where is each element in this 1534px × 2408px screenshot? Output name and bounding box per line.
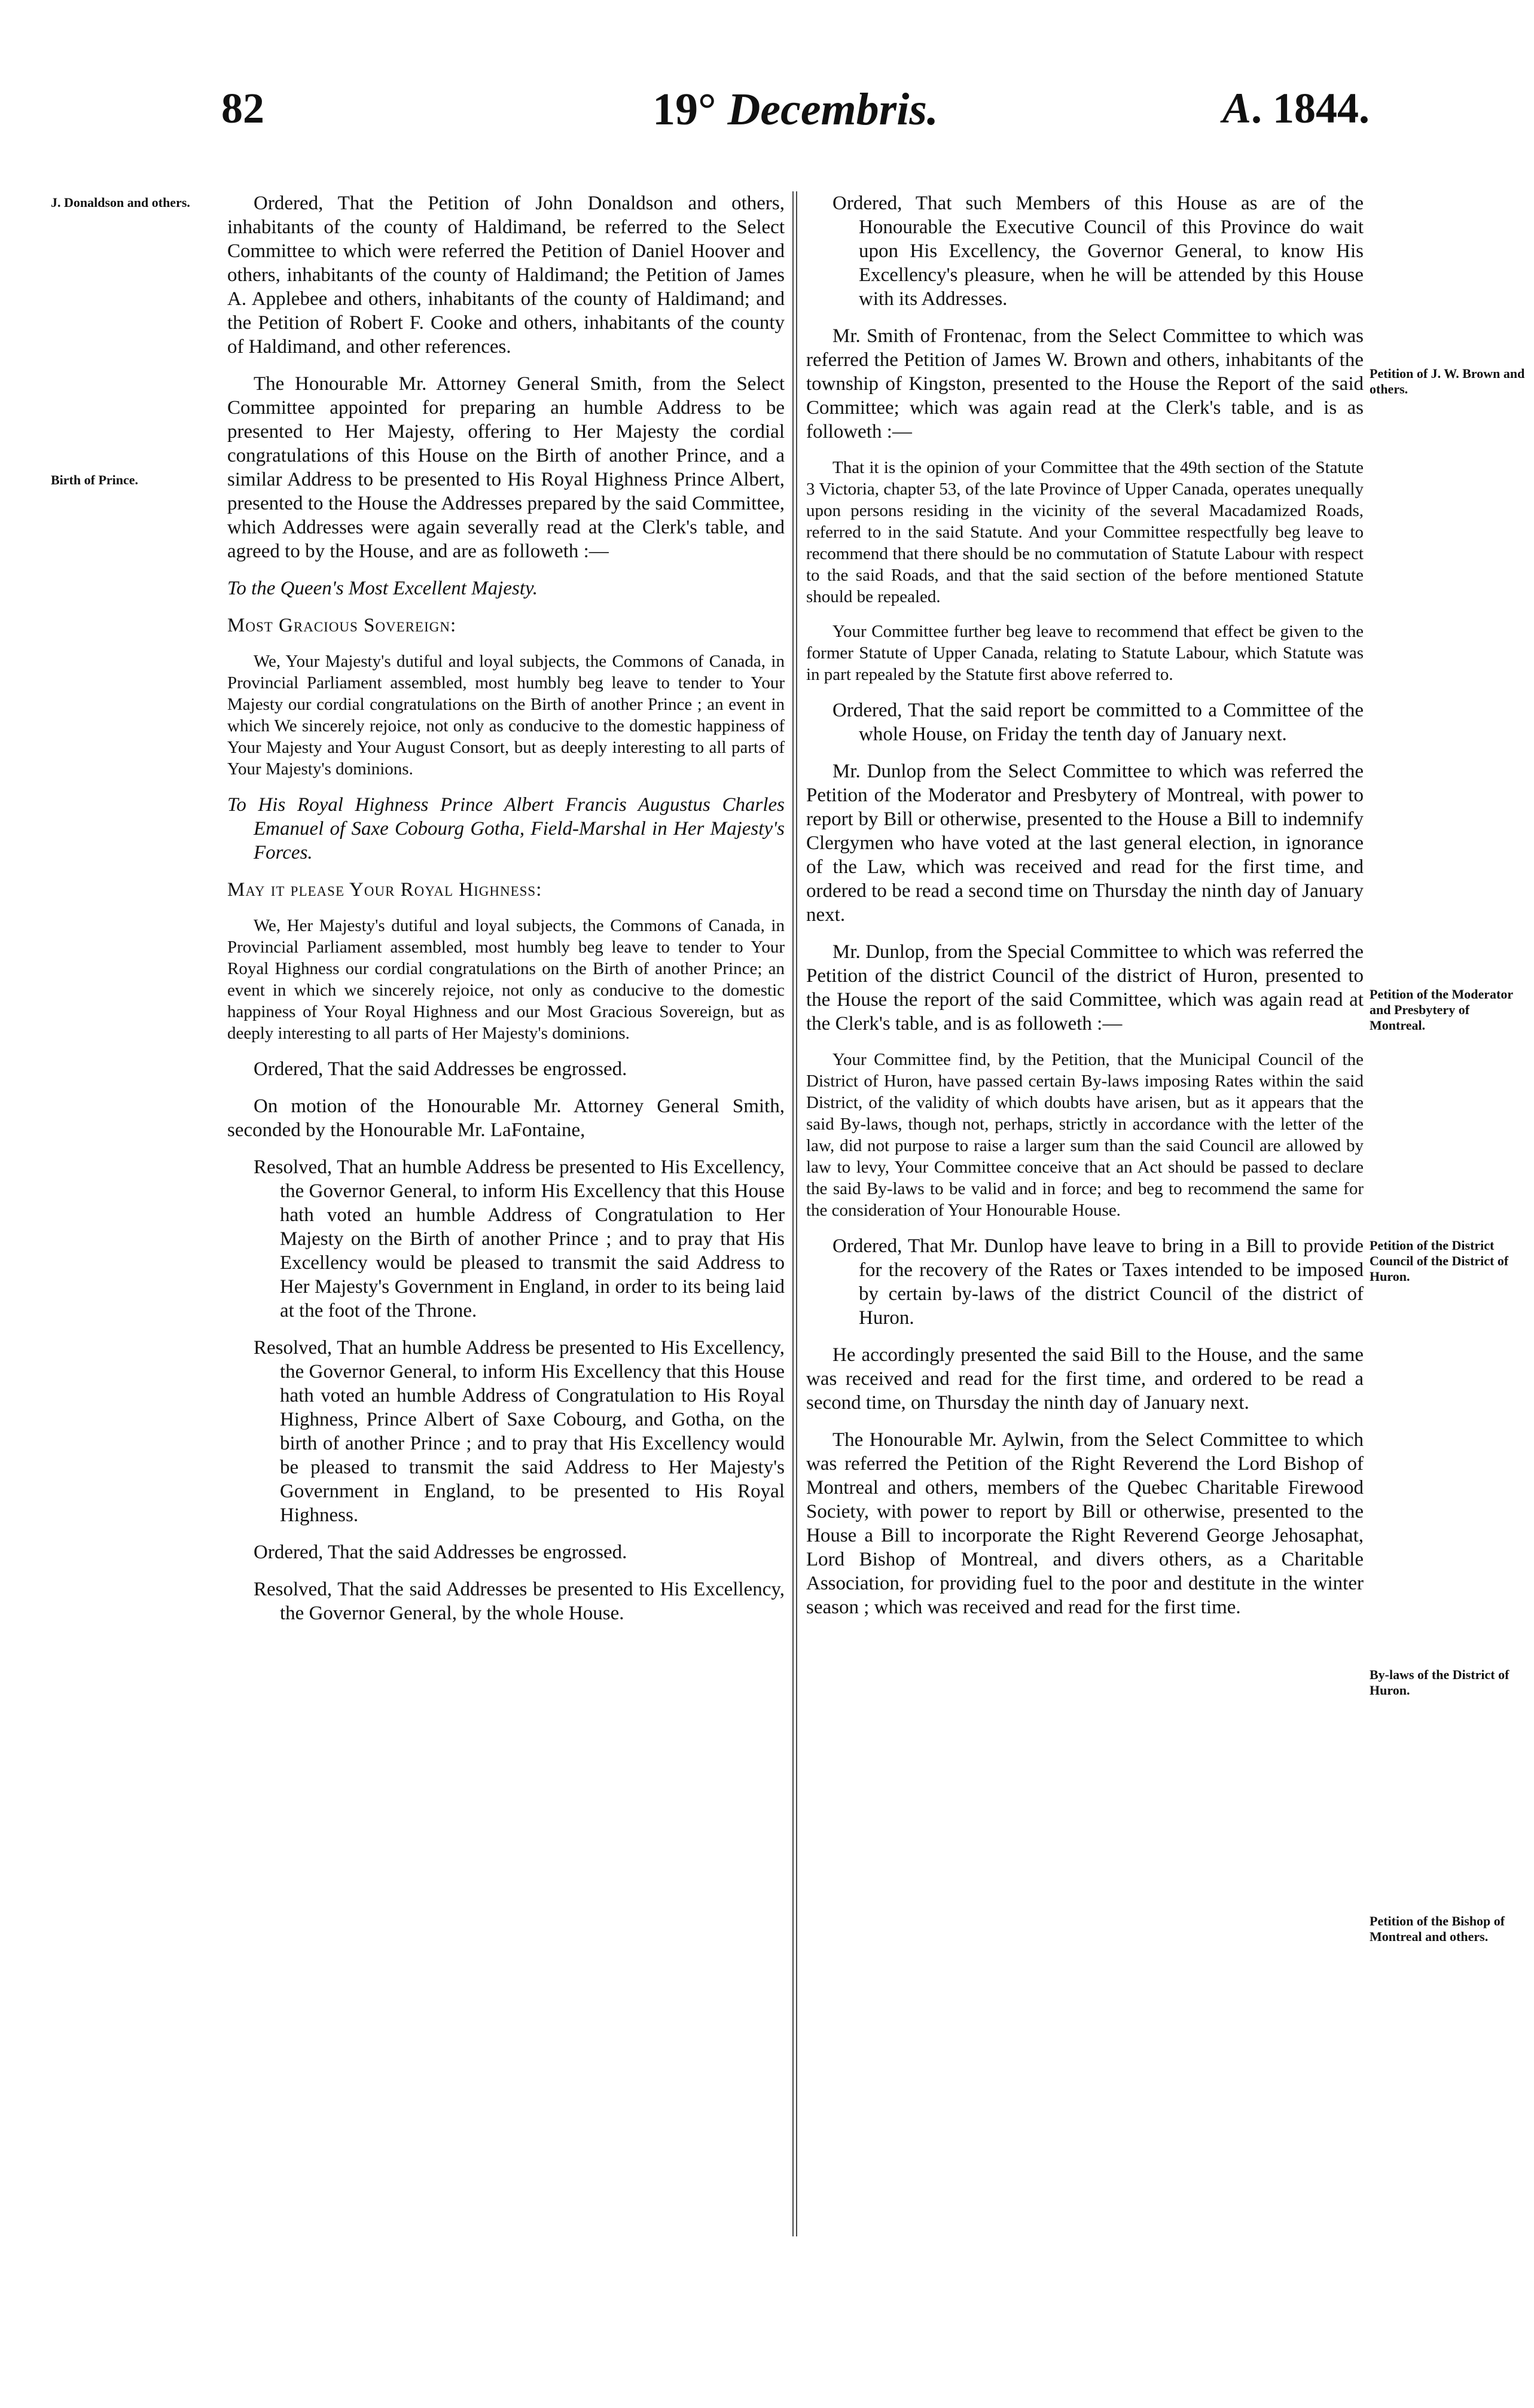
year-prefix: A bbox=[1222, 84, 1251, 132]
paragraph: Ordered, That the said report be committed to a Committee of the whole House, on Friday the tenth day of January next. bbox=[832, 700, 1364, 745]
paragraph: Mr. Dunlop from the Select Committee to which was referred the Petition of the Moderator and Presbytery of Montreal, with power to report by Bill or otherwise, presented to the House a Bill to indemnify Clergymen who have voted at the last general election, in ignorance of the Law, which was received and read for the first time, and ordered to be read a second time on Thursday the ninth day of January next. bbox=[806, 761, 1364, 926]
paragraph: The Honourable Mr. Attorney General Smith, from the Select Committee appointed for preparing an humble Address to be presented to Her Majesty, offering to Her Majesty the cordial congratulations of this House on the Birth of another Prince, and a similar Address to be presented to His Royal Highness Prince Albert, presented to the House the Addresses prepared by the said Committee, which Addresses were again severally read at the Clerk's table, and agreed to by the House, and are as followeth :— bbox=[227, 373, 785, 562]
report-text: That it is the opinion of your Committee that the 49th section of the Statute 3 Victoria, chapter 53, of the late Province of Upper Canada, operates unequally upon persons residing in the vicinity of the several Macadamized Roads, referred to in the said Statute. And your Committee respectfully beg leave to recommend that there should be no commutation of Statute Labour with respect to the said Roads, and that the said section of the before mentioned Statute should be repealed. bbox=[806, 458, 1364, 606]
paragraph: Resolved, That the said Addresses be presented to His Excellency, the Governor General, by the whole House. bbox=[254, 1579, 785, 1624]
paragraph: Resolved, That an humble Address be presented to His Excellency, the Governor General, to inform His Excellency that this House hath voted an humble Address of Congratulation to His Royal Highness, Prince Albert of Saxe Cobourg, and Gotha, on the birth of another Prince ; and to pray that His Excellency would be pleased to transmit the said Address to Her Majesty's Government in England, to be presented to His Royal Highness. bbox=[254, 1337, 785, 1526]
paragraph: Ordered, That the Petition of John Donaldson and others, inhabitants of the county of Haldimand, be referred to the Select Committee to which were referred the Petition of Daniel Hoover and others, inhabitants of the county of Haldimand; the Petition of James A. Applebee and others, inhabitants of the county of Haldimand; and the Petition of Robert F. Cooke and others, inhabitants of the county of Haldimand, and other references. bbox=[227, 193, 785, 358]
left-column bbox=[227, 191, 785, 1638]
margin-note-birth: Birth of Prince. bbox=[51, 472, 139, 487]
column-divider bbox=[792, 191, 794, 2236]
margin-note-moderator: Petition of the Moderator and Presbytery of Montreal. bbox=[1370, 987, 1513, 1033]
report-text: Your Committee find, by the Petition, that the Municipal Council of the District of Huron, have passed certain By-laws imposing Rates within the said District, of the validity of which doubts have arisen, but as it appears that the said By-laws, though not, perhaps, strictly in accordance with the letter of the law, did not purpose to raise a larger sum than the said Council are allowed by law to levy, Your Committee conceive that an Act should be passed to declare the said By-laws to be valid and in force; and beg to recommend the same for the consideration of Your Honourable House. bbox=[806, 1050, 1364, 1220]
address-heading: To His Royal Highness Prince Albert Francis Augustus Charles Emanuel of Saxe Cobourg Gotha, Field-Marshal in Her Majesty's Forces. bbox=[227, 794, 785, 863]
page-date bbox=[221, 84, 1370, 136]
right-column bbox=[806, 191, 1364, 1632]
paragraph: Ordered, That such Members of this House as are of the Honourable the Executive Council of this Province do wait upon His Excellency, the Governor General, to know His Excellency's pleasure, when he will be attended by this House with its Addresses. bbox=[832, 193, 1364, 310]
paragraph: He accordingly presented the said Bill to the House, and the same was received and read for the first time, and ordered to be read a second time, on Thursday the ninth day of January next. bbox=[806, 1344, 1364, 1414]
column-divider bbox=[796, 191, 797, 2236]
report-text: Your Committee further beg leave to recommend that effect be given to the former Statute of Upper Canada, relating to Statute Labour, which Statute was in part repealed by the Statute first above referred to. bbox=[806, 622, 1364, 684]
paragraph: Resolved, That an humble Address be presented to His Excellency, the Governor General, to inform His Excellency that this House hath voted an humble Address of Congratulation to Her Majesty on the Birth of another Prince ; and to pray that His Excellency would be pleased to transmit the said Address to Her Majesty's Government in England, in order to its being laid at the foot of the Throne. bbox=[254, 1156, 785, 1321]
margin-note-brown: Petition of J. W. Brown and others. bbox=[1370, 366, 1525, 396]
address-heading: To the Queen's Most Excellent Majesty. bbox=[227, 578, 538, 599]
date-month: Decembris. bbox=[727, 84, 938, 135]
paragraph: Ordered, That the said Addresses be engrossed. bbox=[254, 1542, 627, 1563]
page-number: 82 bbox=[221, 84, 264, 132]
paragraph: Mr. Dunlop, from the Special Committee to which was referred the Petition of the district Council of the district of Huron, presented to the House the report of the said Committee, which was again read at the Clerk's table, and is as followeth :— bbox=[806, 941, 1364, 1034]
margin-note-donaldson: J. Donaldson and others. bbox=[51, 195, 190, 210]
paragraph: Ordered, That Mr. Dunlop have leave to bring in a Bill to provide for the recovery of the Rates or Taxes intended to be imposed by certain by-laws of the district Council of the district of Huron. bbox=[832, 1235, 1364, 1329]
page-header bbox=[221, 84, 1370, 149]
date-day: 19° bbox=[652, 84, 716, 135]
address-text: We, Her Majesty's dutiful and loyal subjects, the Commons of Canada, in Provincial Parliament assembled, most humbly beg leave to tender to Your Royal Highness our cordial congratulations on the Birth of another Prince; an event in which we sincerely rejoice, not only as conducive to the domestic happiness of Your Royal Highness and our Most Gracious Sovereign, but as deeply interesting to all parts of Her Majesty's dominions. bbox=[227, 916, 785, 1043]
page-year bbox=[1222, 84, 1370, 133]
year-value: . 1844. bbox=[1251, 84, 1370, 132]
paragraph: Ordered, That the said Addresses be engrossed. bbox=[254, 1058, 627, 1080]
address-text: We, Your Majesty's dutiful and loyal subjects, the Commons of Canada, in Provincial Parliament assembled, most humbly beg leave to tender to Your Majesty our cordial congratulations on the Birth of another Prince ; an event in which We sincerely rejoice, not only as conducive to the domestic happiness of Your Majesty and Your August Consort, but as deeply interesting to all parts of Your Majesty's dominions. bbox=[227, 652, 785, 779]
margin-note-bishop: Petition of the Bishop of Montreal and others. bbox=[1370, 1913, 1505, 1944]
margin-note-huron: Petition of the District Council of the District of Huron. bbox=[1370, 1238, 1509, 1284]
paragraph: The Honourable Mr. Aylwin, from the Select Committee to which was referred the Petition of the Right Reverend the Lord Bishop of Montreal and others, members of the Quebec Charitable Firewood Society, with power to report by Bill or otherwise, presented to the House a Bill to incorporate the Right Reverend George Jehosaphat, Lord Bishop of Montreal, and divers others, as a Charitable Association, for providing fuel to the poor and destitute in the winter season ; which was received and read for the first time. bbox=[806, 1429, 1364, 1618]
salutation: May it please Your Royal Highness: bbox=[227, 879, 542, 901]
margin-note-bylaws: By-laws of the District of Huron. bbox=[1370, 1667, 1509, 1698]
paragraph: Mr. Smith of Frontenac, from the Select Committee to which was referred the Petition of James W. Brown and others, inhabitants of the township of Kingston, presented to the House the Report of the said Committee; which was again read at the Clerk's table, and is as followeth :— bbox=[806, 325, 1364, 442]
paragraph: On motion of the Honourable Mr. Attorney General Smith, seconded by the Honourable Mr. LaFontaine, bbox=[227, 1095, 785, 1141]
salutation: Most Gracious Sovereign: bbox=[227, 615, 457, 636]
